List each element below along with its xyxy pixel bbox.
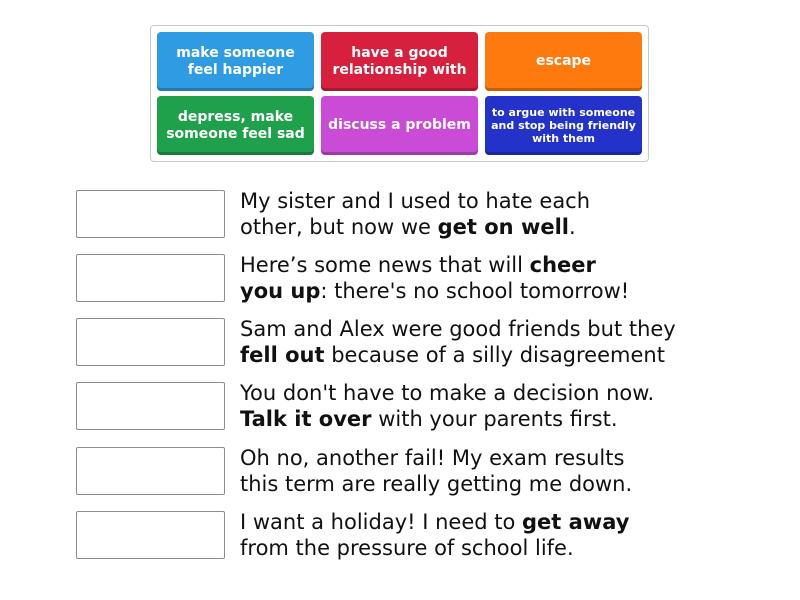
sentence-text <box>240 445 740 497</box>
sentence-line <box>240 316 740 342</box>
drop-slot[interactable] <box>76 382 225 430</box>
answer-tile[interactable]: discuss a problem <box>321 96 478 155</box>
sentence-fragment: I want a holiday! I need to <box>240 510 523 534</box>
drop-slot[interactable] <box>76 511 225 559</box>
answer-tile[interactable]: make someone feel happier <box>157 32 314 91</box>
drop-slot[interactable] <box>76 318 225 366</box>
answer-tile[interactable]: have a good relationship with <box>321 32 478 91</box>
sentence-fragment: Here’s some news that will <box>240 253 530 277</box>
sentence-fragment: . <box>568 215 576 239</box>
sentence-text <box>240 380 740 432</box>
sentence-fragment: You don't have to make a decision now. <box>240 381 655 405</box>
sentence-text <box>240 316 740 368</box>
answer-tile-bank <box>150 25 649 162</box>
sentence-line <box>240 380 740 406</box>
sentence-fragment: this term are really getting me down. <box>240 472 633 496</box>
drop-slot[interactable] <box>76 190 225 238</box>
phrasal-verb-highlight: get away <box>522 510 630 534</box>
phrasal-verb-highlight: cheer <box>529 253 596 277</box>
sentence-fragment: from the pressure of school life. <box>240 536 574 560</box>
sentence-fragment: because of a silly disagreement <box>324 343 665 367</box>
sentence-line <box>240 445 740 471</box>
phrasal-verb-highlight: get on well <box>437 215 569 239</box>
sentence-line <box>240 188 740 214</box>
sentence-fragment: with your parents first. <box>371 407 618 431</box>
sentence-line <box>240 214 740 240</box>
sentence-fragment: Sam and Alex were good friends but they <box>240 317 676 341</box>
answer-tile[interactable]: escape <box>485 32 642 91</box>
phrasal-verb-highlight: Talk it over <box>240 407 372 431</box>
answer-tile[interactable]: to argue with someone and stop being friendly with them <box>485 96 642 155</box>
phrasal-verb-highlight: you up <box>240 279 321 303</box>
sentence-text <box>240 509 740 561</box>
sentence-line <box>240 342 740 368</box>
sentence-line <box>240 471 740 497</box>
sentence-line <box>240 252 740 278</box>
sentence-text <box>240 252 740 304</box>
drop-slot[interactable] <box>76 254 225 302</box>
sentence-line <box>240 509 740 535</box>
sentence-text <box>240 188 740 240</box>
sentence-line <box>240 406 740 432</box>
sentence-fragment: Oh no, another fail! My exam results <box>240 446 625 470</box>
sentence-line <box>240 535 740 561</box>
phrasal-verb-highlight: fell out <box>240 343 325 367</box>
answer-tile[interactable]: depress, make someone feel sad <box>157 96 314 155</box>
drop-slot[interactable] <box>76 447 225 495</box>
sentence-fragment: other, but now we <box>240 215 438 239</box>
sentence-fragment: My sister and I used to hate each <box>240 189 591 213</box>
sentence-fragment: : there's no school tomorrow! <box>320 279 630 303</box>
sentence-line <box>240 278 740 304</box>
